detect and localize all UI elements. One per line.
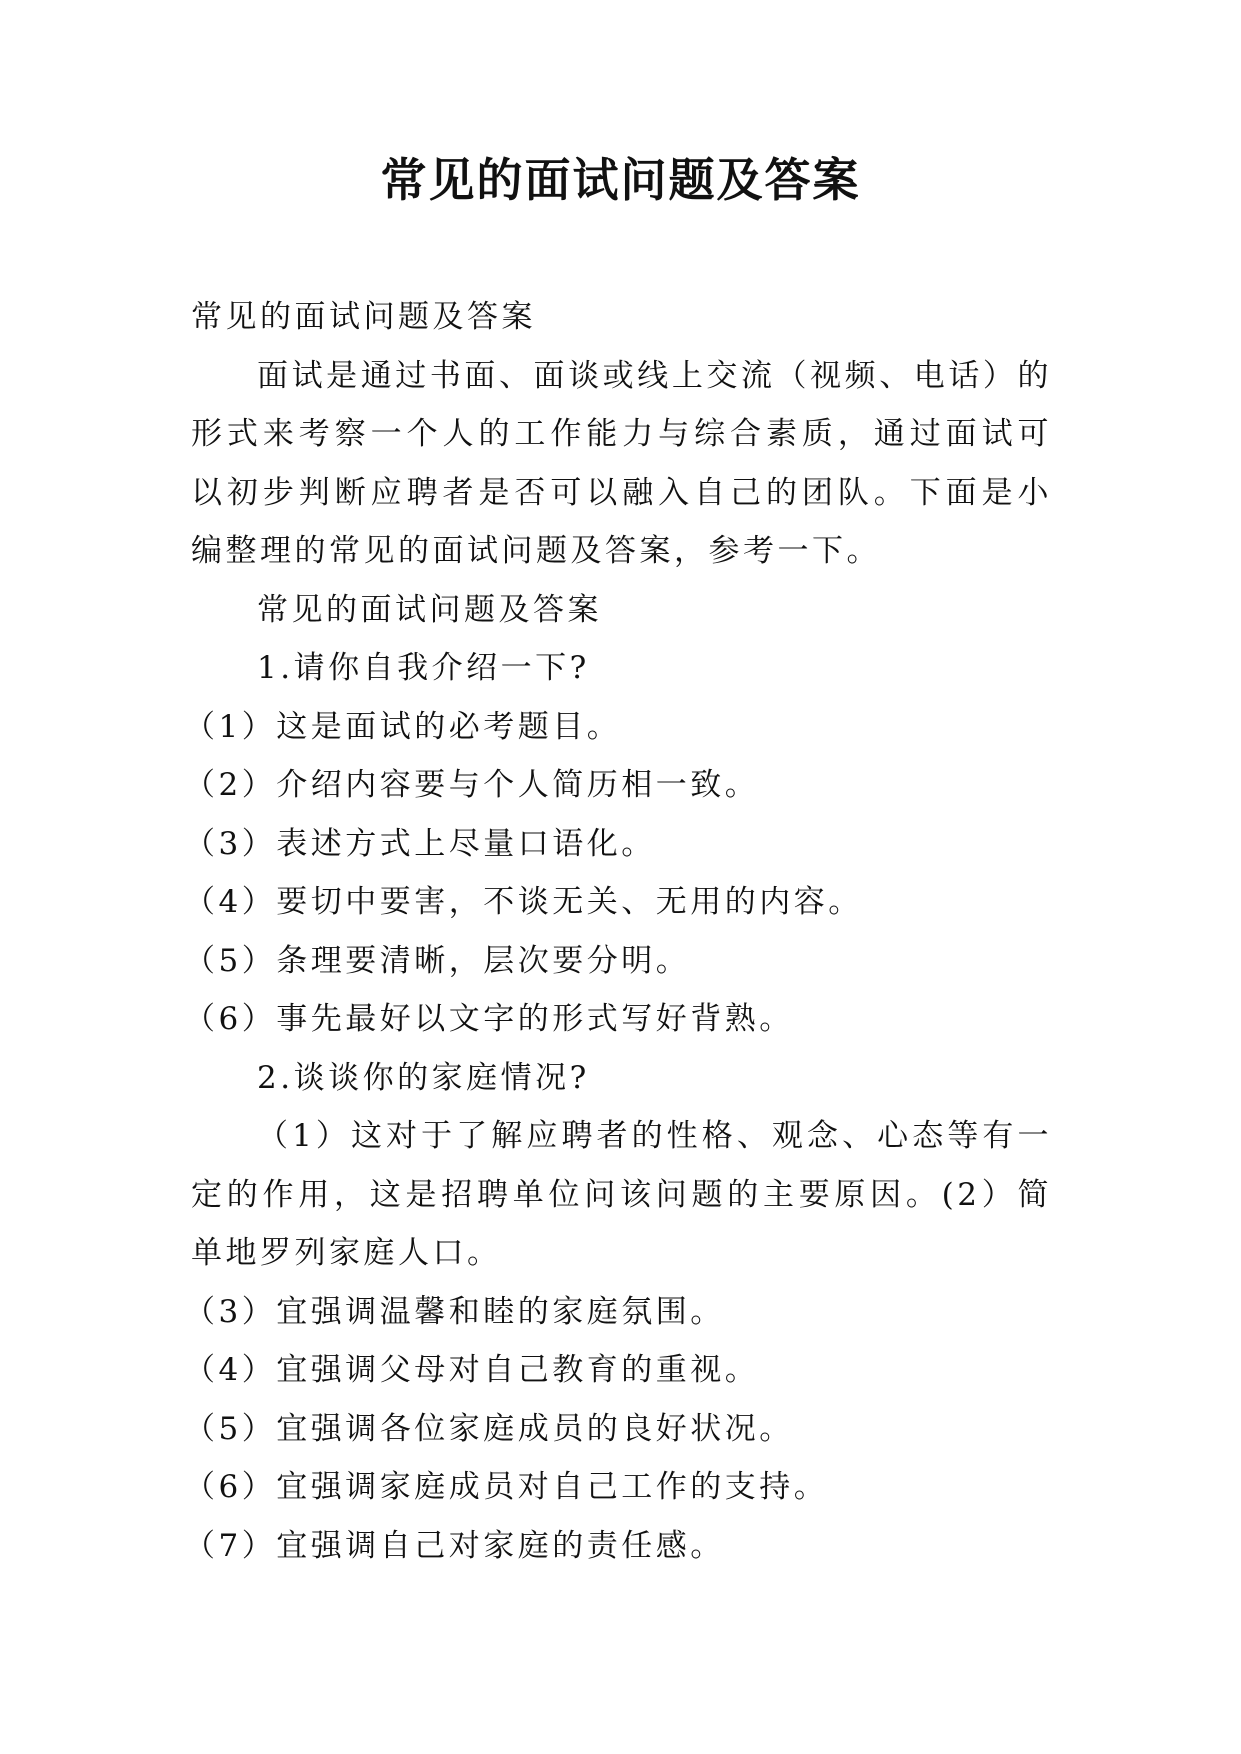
answer-item: （1）这是面试的必考题目。 [184,708,622,745]
answer-item: （6）事先最好以文字的形式写好背熟。 [184,1001,794,1037]
answer-item: （4）要切中要害，不谈无关、无用的内容。 [184,884,863,920]
answer-item: （7）宜强调自己对家庭的责任感。 [184,1527,725,1564]
intro-paragraph: 面试是通过书面、面谈或线上交流（视频、电话）的形式来考察一个人的工作能力与综合素质，通过面试可以初步判断应聘者是否可以融入自己的团队。下面是小编整理的常见的面试问题及答案，参考一下。 [191,357,1052,569]
question-1: 1.请你自我介绍一下? [257,650,590,686]
document-body [184,288,1052,1575]
answer-item: （5）条理要清晰，层次要分明。 [184,942,691,979]
answer-item: （5）宜强调各位家庭成员的良好状况。 [184,1410,794,1447]
answer-item: （3）宜强调温馨和睦的家庭氛围。 [184,1293,725,1330]
answer-item: （6）宜强调家庭成员对自己工作的支持。 [184,1469,829,1505]
question-2: 2.谈谈你的家庭情况? [257,1059,590,1096]
answer-item: （4）宜强调父母对自己教育的重视。 [184,1352,760,1388]
answer-paragraph: （1）这对于了解应聘者的性格、观念、心态等有一定的作用，这是招聘单位问该问题的主要原因。(2）简单地罗列家庭人口。 [191,1118,1052,1271]
document-title: 常见的面试问题及答案 [380,153,861,207]
answer-item: （2）介绍内容要与个人简历相一致。 [184,767,760,803]
section-heading: 常见的面试问题及答案 [257,591,602,628]
answer-item: （3）表述方式上尽量口语化。 [184,825,656,862]
subtitle-paragraph: 常见的面试问题及答案 [191,299,536,335]
